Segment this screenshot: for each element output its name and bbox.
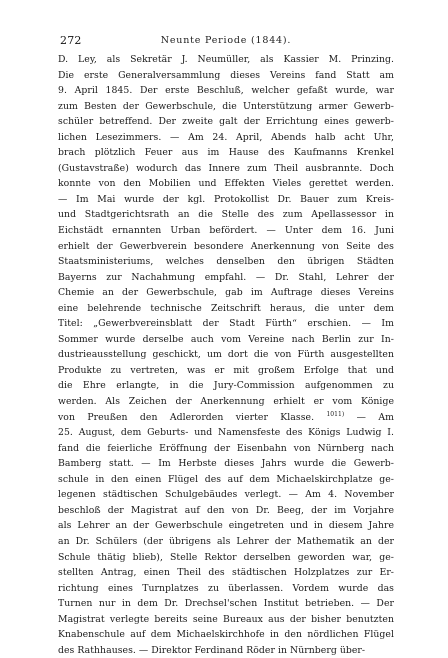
text-line: beschloß der Magistrat auf den von Dr. Beeg, der im Vorjahre (58, 504, 394, 516)
line-text: — Am (356, 411, 394, 423)
text-line: Titel: „Gewerbvereinsblatt der Stadt Fürth“ erschien. — Im (58, 318, 394, 330)
text-line: Bayerns zur Nachahmung empfahl. — Dr. Stahl, Lehrer der (58, 271, 394, 283)
text-line: — Im Mai wurde der kgl. Protokollist Dr. Bauer zum Kreis- (58, 193, 394, 205)
text-line: konnte von den Mobilien und Effekten Vieles gerettet werden. (58, 178, 394, 190)
text-line: werden. Als Zeichen der Anerkennung erhielt er vom Könige (58, 396, 394, 408)
text-line: Schule thätig blieb), Stelle Rektor derselben geworden war, ge- (58, 551, 394, 563)
text-line: Bamberg statt. — Im Herbste dieses Jahrs wurde die Gewerb- (58, 458, 394, 470)
text-line: legenen städtischen Schulgebäudes verlegt. — Am 4. November (58, 489, 394, 501)
running-head (60, 34, 392, 48)
text-line: die Ehre erlangte, in die Jury-Commission aufgenommen zu (58, 380, 394, 392)
text-line: schüler betreffend. Der zweite galt der Errichtung eines gewerb- (58, 116, 394, 128)
text-line: des Rathhauses. — Direktor Ferdinand Röder in Nürnberg über- (58, 644, 366, 656)
text-line: erhielt der Gewerbverein besondere Anerkennung von Seite des (58, 240, 394, 252)
text-line: lichen Lesezimmers. — Am 24. April, Abends halb acht Uhr, (58, 131, 394, 143)
text-line: Eichstädt ernannten Urban befördert. — Unter dem 16. Juni (58, 225, 394, 237)
text-line: Knabenschule auf dem Michaelskirchhofe in den nördlichen Flügel (58, 629, 394, 641)
text-line-with-footnote (58, 410, 394, 426)
text-line: fand die feierliche Eröffnung der Eisenbahn von Nürnberg nach (58, 442, 394, 454)
text-line: Magistrat verlegte bereits seine Bureaux aus der bisher benutzten (58, 613, 394, 625)
text-line: Staatsministeriums, welches denselben den übrigen Städten (58, 256, 394, 268)
text-line: Turnen nur in dem Dr. Drechsel'schen Institut betrieben. — Der (58, 598, 394, 610)
running-title: Neunte Periode (1844). (160, 35, 292, 46)
text-line: 9. April 1845. Der erste Beschluß, welcher gefaßt wurde, war (58, 85, 394, 97)
text-line: brach plötzlich Feuer aus im Hause des Kaufmanns Krenkel (58, 147, 394, 159)
text-line: (Gustavstraße) wodurch das Innere zum Theil ausbrannte. Doch (58, 162, 394, 174)
text-line: und Stadtgerichtsrath an die Stelle des zum Apellassessor in (58, 209, 394, 221)
text-line: Produkte zu vertreten, was er mit großem Erfolge that und (58, 364, 394, 376)
footnote-marker: 1011) (326, 410, 345, 418)
text-line: stellten Antrag, einen Theil des städtischen Holzplatzes zur Er- (58, 567, 394, 579)
text-line: richtung eines Turnplatzes zu überlassen. Vordem wurde das (58, 582, 394, 594)
text-line: Sommer wurde derselbe auch vom Vereine nach Berlin zur In- (58, 333, 394, 345)
page-number: 272 (60, 34, 82, 47)
text-line: 25. August, dem Geburts- und Namensfeste des Königs Ludwig I. (58, 427, 394, 439)
text-line: dustrieausstellung geschickt, um dort die von Fürth ausgestellten (58, 349, 394, 361)
text-line: als Lehrer an der Gewerbschule eingetreten und in diesem Jahre (58, 520, 394, 532)
text-line: an Dr. Schülers (der übrigens als Lehrer der Mathematik an der (58, 535, 394, 547)
body-text (58, 52, 394, 658)
text-line: schule in den einen Flügel des auf dem Michaelskirchplatze ge- (58, 473, 394, 485)
text-line: eine belehrende technische Zeitschrift heraus, die unter dem (58, 302, 394, 314)
text-line: Die erste Generalversammlung dieses Vereins fand Statt am (58, 69, 394, 81)
text-line: D. Ley, als Sekretär J. Neumüller, als Kassier M. Prinzing. (58, 54, 394, 65)
line-text: von Preußen den Adlerorden vierter Klasse. (58, 411, 315, 423)
text-line: zum Besten der Gewerbschule, die Unterstützung armer Gewerb- (58, 100, 394, 112)
text-line: Chemie an der Gewerbschule, gab im Auftrage dieses Vereins (58, 287, 394, 299)
